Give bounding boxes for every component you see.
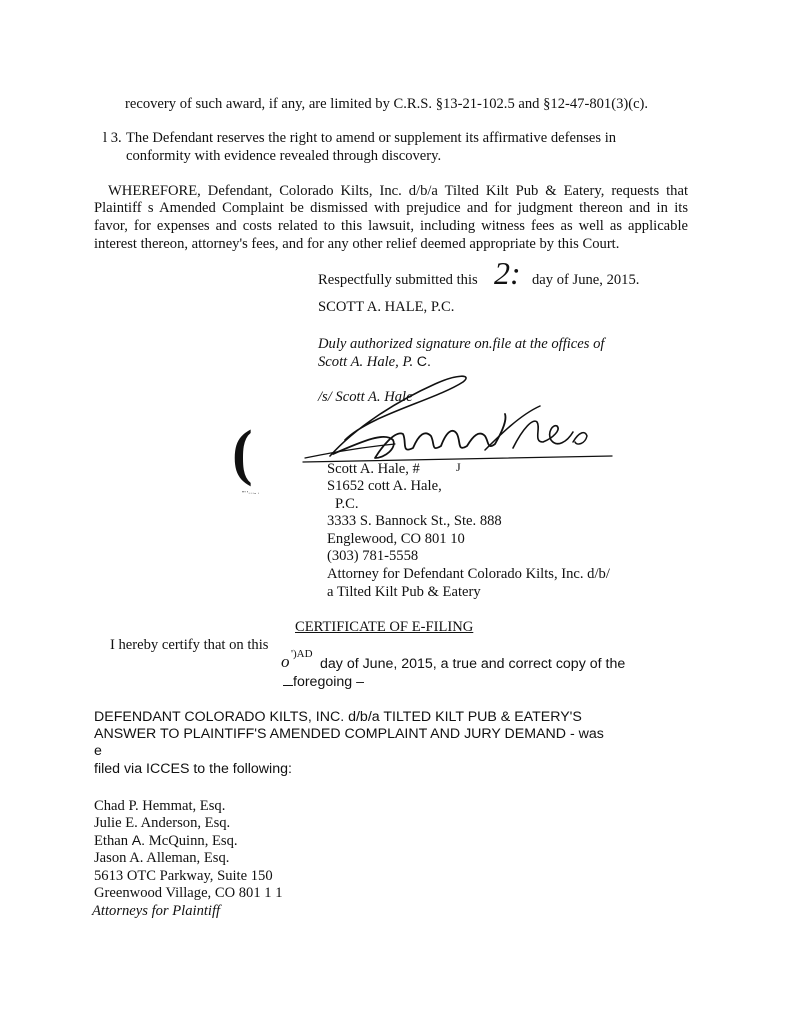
stamp-dots: "' '···- · [242, 491, 260, 497]
address-line-7: Attorney for Defendant Colorado Kilts, Inc. d/b/ [327, 566, 610, 582]
recipient-1: Chad P. Hemmat, Esq. [94, 798, 226, 814]
duly-authorized-name: Scott A. Hale, P. [318, 354, 414, 370]
submitted-after-text: day of June, 2015. [532, 272, 640, 288]
wherefore-line-4: interest thereon, attorney's fees, and for any other relief deemed appropriate by this Court. [94, 236, 620, 252]
address-line-2: S1652 cott A. Hale, [327, 478, 442, 494]
submitted-before-text: Respectfully submitted this [318, 272, 478, 288]
certificate-heading: CERTIFICATE OF E-FILING [295, 619, 474, 635]
paragraph-13-number: l 3. [103, 130, 122, 146]
firm-name: SCOTT A. HALE, P.C. [318, 299, 455, 315]
stray-mark: J [456, 460, 461, 474]
address-line-1: Scott A. Hale, # [327, 461, 420, 477]
foregoing-text: foregoing – [293, 674, 364, 690]
certify-text: I hereby certify that on this [110, 637, 269, 653]
recipient-3 [94, 832, 238, 850]
recipient-4: Jason A. Alleman, Esq. [94, 850, 230, 866]
submitted-day: 2: [494, 255, 521, 291]
duly-authorized-line-1: Duly authorized signature on.file at the offices of [318, 336, 605, 352]
recipient-3-last: McQuinn, Esq. [148, 833, 238, 849]
address-line-8: a Tilted Kilt Pub & Eatery [327, 584, 481, 600]
attorneys-for: Attorneys for Plaintiff [92, 903, 221, 919]
paragraph-12-tail: recovery of such award, if any, are limited by C.R.S. §13-21-102.5 and §12-47-801(3)(c). [125, 96, 649, 112]
document-title-line-2: ANSWER TO PLAINTIFF'S AMENDED COMPLAINT AND JURY DEMAND - was [94, 726, 604, 742]
recipient-3-first: Ethan [94, 833, 129, 849]
filed-via-text: filed via ICCES to the following: [94, 761, 292, 777]
wherefore-line-1: WHEREFORE, Defendant, Colorado Kilts, Inc. d/b/a Tilted Kilt Pub & Eatery, requests that [108, 183, 688, 199]
duly-authorized-line-2 [318, 353, 431, 371]
address-line-5: Englewood, CO 801 10 [327, 531, 465, 547]
foregoing-underline [283, 685, 293, 686]
s-signature: /s/ Scott A. Hale [318, 389, 413, 405]
address-line-4: 3333 S. Bannock St., Ste. 888 [327, 513, 502, 529]
wherefore-line-2: Plaintiff s Amended Complaint be dismissed with prejudice and for judgment thereon and in its [94, 200, 688, 216]
paragraph-13-line-2: conformity with evidence revealed through discovery. [126, 148, 442, 164]
certify-day-ad: ')AD [291, 648, 313, 660]
address-line-6: (303) 781-5558 [327, 548, 419, 564]
recipient-5: 5613 OTC Parkway, Suite 150 [94, 868, 273, 884]
address-line-3: P.C. [335, 496, 359, 512]
recipient-3-initial: A. [131, 833, 146, 849]
stamp-paren-mark: ( [232, 419, 253, 487]
wherefore-line-3: favor, for expenses and costs related to this lawsuit, including witness fees as well as applicable [94, 218, 688, 234]
document-title-line-1: DEFENDANT COLORADO KILTS, INC. d/b/a TILTED KILT PUB & EATERY'S [94, 709, 582, 725]
recipient-6: Greenwood Village, CO 801 1 1 [94, 885, 283, 901]
duly-authorized-suffix: C. [416, 354, 431, 370]
certify-day-rest: day of June, 2015, a true and correct copy of the [320, 656, 626, 672]
paragraph-13-line-1: The Defendant reserves the right to amend or supplement its affirmative defenses in [126, 130, 617, 146]
document-title-line-3: e [94, 743, 102, 759]
certify-day-o: o [281, 652, 290, 671]
recipient-2: Julie E. Anderson, Esq. [94, 815, 231, 831]
